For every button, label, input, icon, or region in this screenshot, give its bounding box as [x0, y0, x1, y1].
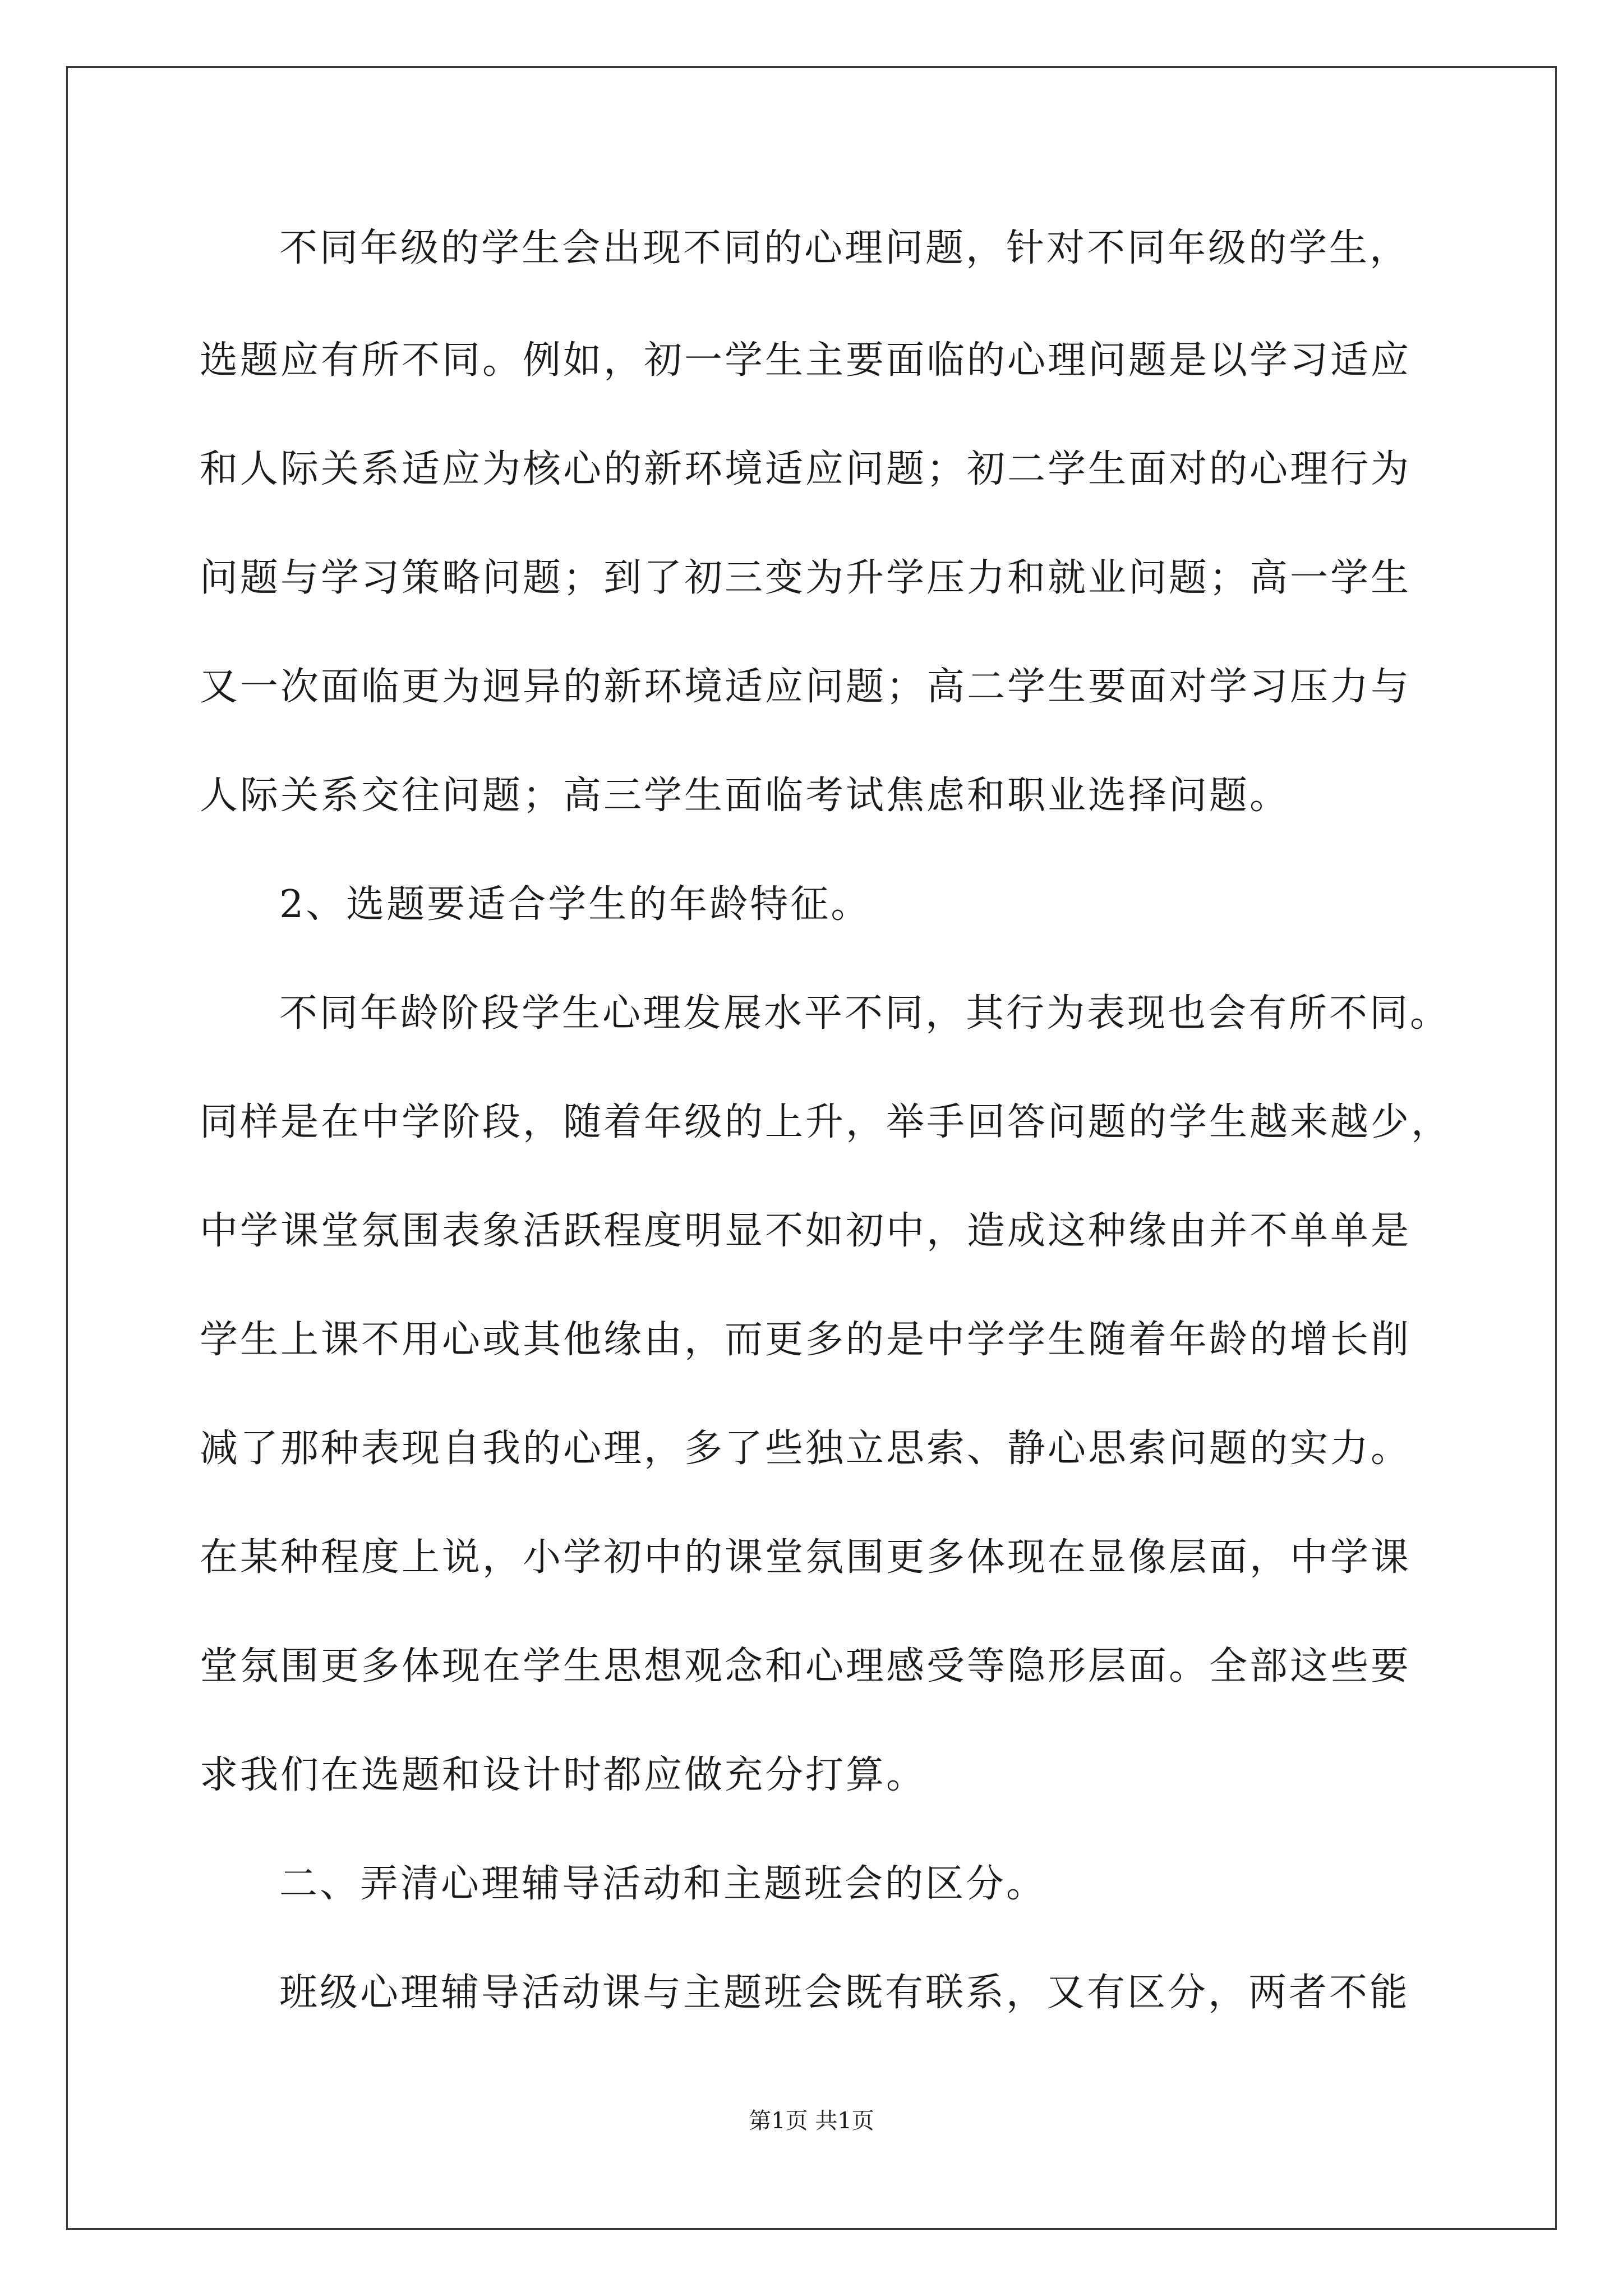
text-line: 问题与学习策略问题；到了初三变为升学压力和就业问题；高一学生 [200, 556, 1412, 600]
text-line: 班级心理辅导活动课与主题班会既有联系，又有区分，两者不能 [279, 1971, 1410, 2015]
page-footer: 第1页 共1页 [749, 2108, 874, 2134]
text-line: 和人际关系适应为核心的新环境适应问题；初二学生面对的心理行为 [200, 447, 1412, 491]
text-line: 又一次面临更为迥异的新环境适应问题；高二学生要面对学习压力与 [200, 665, 1412, 709]
text-line: 堂氛围更多体现在学生思想观念和心理感受等隐形层面。全部这些要 [200, 1644, 1412, 1688]
text-line: 不同年龄阶段学生心理发展水平不同，其行为表现也会有所不同。 [279, 991, 1451, 1036]
text-line: 在某种程度上说，小学初中的课堂氛围更多体现在显像层面，中学课 [200, 1535, 1412, 1580]
section-heading: 2、选题要适合学生的年龄特征。 [279, 882, 872, 927]
text-line: 中学课堂氛围表象活跃程度明显不如初中，造成这种缘由并不单单是 [200, 1209, 1412, 1253]
text-line: 选题应有所不同。例如，初一学生主要面临的心理问题是以学习适应 [200, 338, 1412, 383]
text-line: 求我们在选题和设计时都应做充分打算。 [200, 1753, 927, 1797]
section-heading: 二、弄清心理辅导活动和主题班会的区分。 [279, 1862, 1047, 1906]
text-line: 学生上课不用心或其他缘由，而更多的是中学学生随着年龄的增长削 [200, 1318, 1412, 1362]
text-line: 不同年级的学生会出现不同的心理问题，针对不同年级的学生， [279, 226, 1410, 270]
text-line: 同样是在中学阶段，随着年级的上升，举手回答问题的学生越来越少， [200, 1100, 1452, 1144]
text-line: 人际关系交往问题；高三学生面临考试焦虑和职业选择问题。 [200, 774, 1290, 818]
text-line: 减了那种表现自我的心理，多了些独立思索、静心思索问题的实力。 [200, 1427, 1412, 1471]
